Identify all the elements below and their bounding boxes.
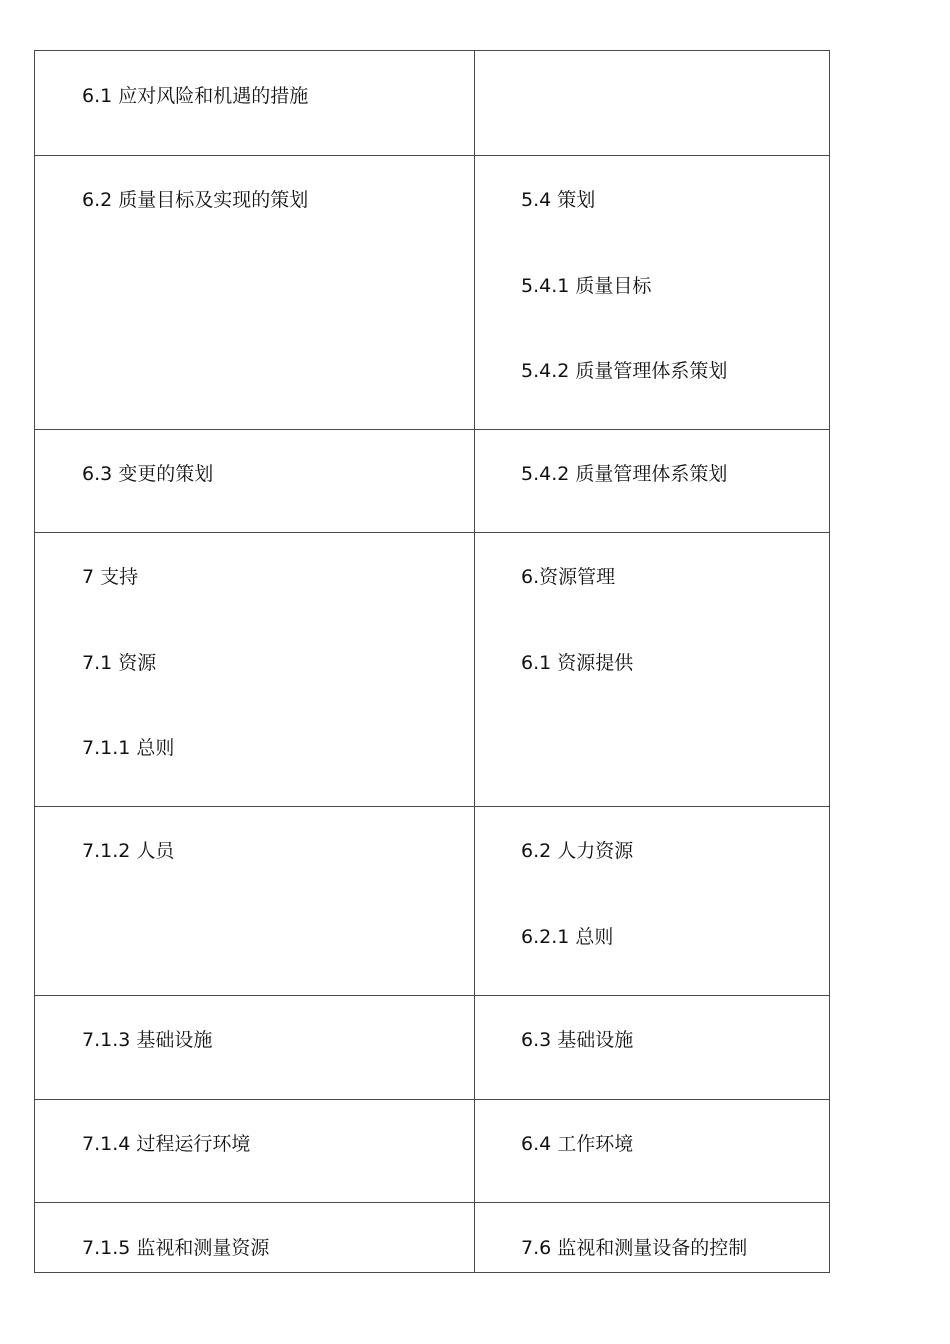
cell-text: 7.1.3 基础设施 xyxy=(82,1029,213,1051)
table-row xyxy=(35,1099,829,1203)
table-cell-left xyxy=(35,533,475,807)
cell-text: 6.4 工作环境 xyxy=(521,1133,634,1155)
table-row xyxy=(35,995,829,1099)
table-cell-left xyxy=(35,1203,475,1272)
cell-text: 5.4.2 质量管理体系策划 xyxy=(521,463,728,485)
cell-text: 7.1.5 监视和测量资源 xyxy=(82,1237,270,1259)
cell-text: 7.1.1 总则 xyxy=(82,737,175,759)
table-cell-right xyxy=(475,533,829,807)
cell-text: 7.6 监视和测量设备的控制 xyxy=(521,1237,748,1259)
table-row xyxy=(35,806,829,996)
table-row xyxy=(35,155,829,430)
table-cell-right xyxy=(475,430,829,533)
table-row xyxy=(35,429,829,533)
table-cell-right xyxy=(475,1100,829,1203)
cell-text: 6.2 人力资源 xyxy=(521,840,634,862)
cell-text: 6.2.1 总则 xyxy=(521,926,614,948)
table-cell-left xyxy=(35,1100,475,1203)
table-cell-left xyxy=(35,807,475,996)
table-cell-right xyxy=(475,156,829,430)
cell-text: 5.4.1 质量目标 xyxy=(521,275,652,297)
table-row xyxy=(35,51,829,155)
cell-text: 6.1 应对风险和机遇的措施 xyxy=(82,85,309,107)
cell-text: 6.3 基础设施 xyxy=(521,1029,634,1051)
cell-text: 7.1 资源 xyxy=(82,652,157,674)
table-cell-right xyxy=(475,807,829,996)
cell-text: 6.3 变更的策划 xyxy=(82,463,214,485)
cell-text: 6.1 资源提供 xyxy=(521,652,634,674)
cell-text: 5.4.2 质量管理体系策划 xyxy=(521,360,728,382)
cell-text: 6.2 质量目标及实现的策划 xyxy=(82,189,309,211)
table-cell-right xyxy=(475,1203,829,1272)
cell-text: 7.1.4 过程运行环境 xyxy=(82,1133,251,1155)
cell-text: 7.1.2 人员 xyxy=(82,840,175,862)
table-row xyxy=(35,1202,829,1272)
clause-comparison-table xyxy=(34,50,830,1273)
table-cell-left xyxy=(35,430,475,533)
table-row xyxy=(35,532,829,807)
table-cell-right xyxy=(475,51,829,155)
table-cell-left xyxy=(35,996,475,1099)
cell-text: 6.资源管理 xyxy=(521,566,616,588)
table-cell-left xyxy=(35,156,475,430)
table-cell-right xyxy=(475,996,829,1099)
table-cell-left xyxy=(35,51,475,155)
cell-text: 5.4 策划 xyxy=(521,189,596,211)
cell-text: 7 支持 xyxy=(82,566,139,588)
